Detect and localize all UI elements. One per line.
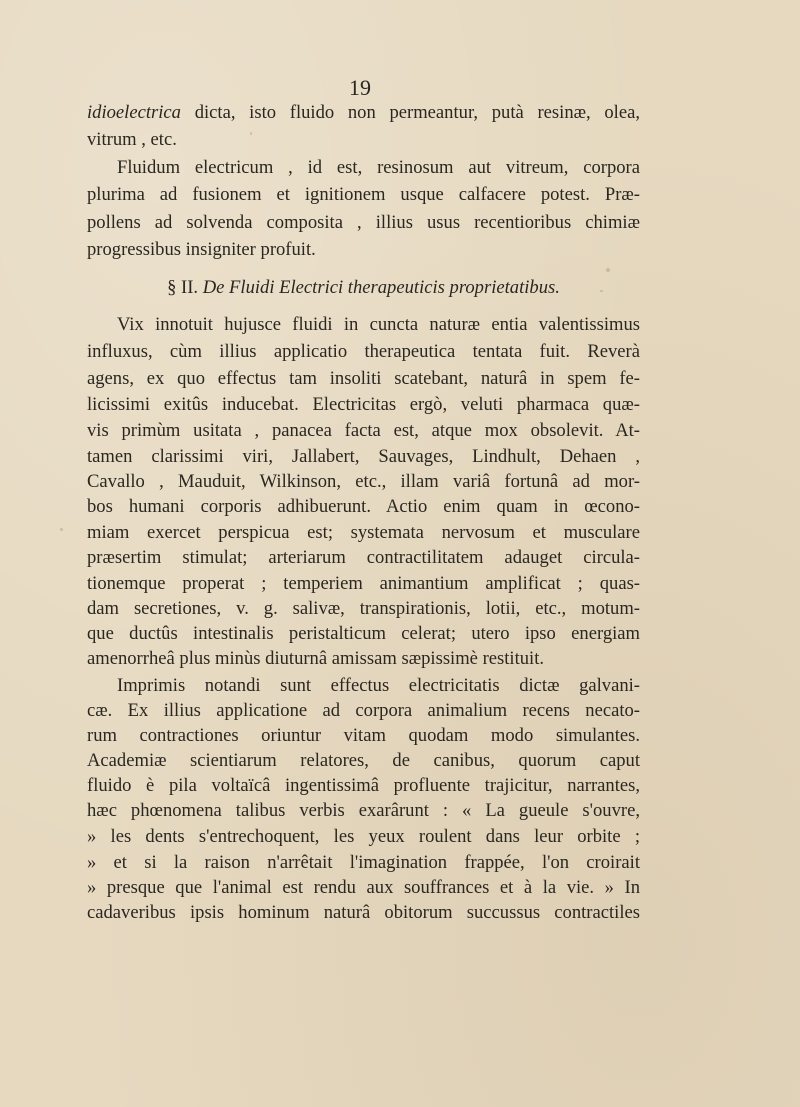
text-line: Academiæ scientiarum relatores, de canibus, quorum caput — [87, 750, 640, 771]
text-line: progressibus insigniter profuit. — [87, 239, 316, 260]
text-line: que ductûs intestinalis peristalticum celerat; utero ipso energiam — [87, 623, 640, 644]
text-line: agens, ex quo effectus tam insoliti scatebant, naturâ in spem fe- — [87, 368, 640, 389]
text-line: licissimi exitûs inducebat. Electricitas ergò, veluti pharmaca quæ- — [87, 394, 640, 415]
text-line: tamen clarissimi viri, Jallabert, Sauvages, Lindhult, Dehaen , — [87, 446, 640, 467]
section-title: De Fluidi Electrici therapeuticis proprietatibus. — [202, 277, 560, 298]
text-line: vis primùm usitata , panacea facta est, atque mox obsolevit. At- — [87, 420, 640, 441]
text-line: fluido è pila voltaïcâ ingentissimâ profluente trajicitur, narrantes, — [87, 775, 640, 796]
text-line: rum contractiones oriuntur vitam quodam modo simulantes. — [87, 725, 640, 746]
text-line: plurima ad fusionem et ignitionem usque calfacere potest. Præ- — [87, 184, 640, 205]
text-line: » et si la raison n'arrêtait l'imagination frappée, l'on croirait — [87, 852, 640, 873]
text-line: amenorrheâ plus minùs diuturnâ amissam sæpissimè restituit. — [87, 648, 545, 669]
text-line: tionemque properat ; temperiem animantium amplificat ; quas- — [87, 573, 640, 594]
text-line: præsertim stimulat; arteriarum contractilitatem adauget circula- — [87, 547, 640, 568]
text-line: dam secretiones, v. g. salivæ, transpirationis, lotii, etc., motum- — [87, 598, 640, 619]
text-line: » les dents s'entrechoquent, les yeux roulent dans leur orbite ; — [87, 826, 640, 847]
page-number: 19 — [349, 75, 371, 100]
paper-foxing-spot — [60, 528, 63, 531]
text-line: » presque que l'animal est rendu aux souffrances et à la vie. » In — [87, 877, 640, 898]
section-heading — [87, 274, 640, 302]
text-line: influxus, cùm illius applicatio therapeutica tentata fuit. Reverà — [87, 341, 640, 362]
text-line: vitrum , etc. — [87, 129, 177, 150]
text-line: miam exercet perspicua est; systemata nervosum et musculare — [87, 522, 640, 543]
text-line: bos humani corporis adhibuerunt. Actio enim quam in œcono- — [87, 496, 640, 517]
text-line: Imprimis notandi sunt effectus electricitatis dictæ galvani- — [117, 675, 640, 696]
text-line: idioelectrica dicta, isto fluido non permeantur, putà resinæ, olea, — [87, 102, 640, 123]
italic-term: idioelectrica — [87, 102, 181, 123]
text-line: Vix innotuit hujusce fluidi in cuncta naturæ entia valentissimus — [117, 314, 640, 335]
text-line: Cavallo , Mauduit, Wilkinson, etc., illam variâ fortunâ ad mor- — [87, 471, 640, 492]
text-line: cæ. Ex illius applicatione ad corpora animalium recens necato- — [87, 700, 640, 721]
text-line: Fluidum electricum , id est, resinosum aut vitreum, corpora — [117, 157, 640, 178]
paper-foxing-spot — [250, 132, 252, 135]
paper-foxing-spot — [606, 268, 610, 272]
section-marker: § II. — [167, 277, 199, 298]
text-line: hæc phœnomena talibus verbis exarârunt : « La gueule s'ouvre, — [87, 800, 640, 821]
text-line: cadaveribus ipsis hominum naturâ obitorum succussus contractiles — [87, 902, 640, 923]
text-line: pollens ad solvenda composita , illius usus recentioribus chimiæ — [87, 212, 640, 233]
paper-foxing-spot — [600, 290, 603, 292]
